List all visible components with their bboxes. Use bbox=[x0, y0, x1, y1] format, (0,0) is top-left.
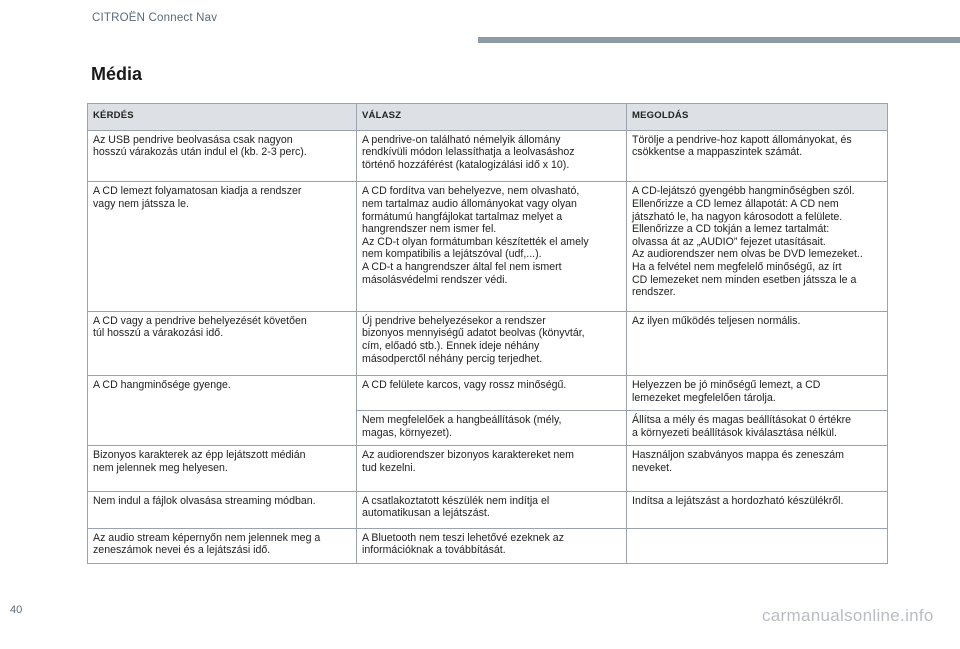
table-row bbox=[88, 130, 888, 182]
table-row bbox=[88, 491, 888, 528]
answer-cell: A CD felülete karcos, vagy rossz minőségű. bbox=[357, 376, 627, 411]
watermark: carmanualsonline.info bbox=[762, 606, 934, 625]
table-row bbox=[88, 528, 888, 563]
answer-cell: Az audiorendszer bizonyos karaktereket nem tud kezelni. bbox=[357, 446, 627, 491]
header-brand: CITROËN Connect Nav bbox=[92, 12, 218, 24]
solution-cell: A CD-lejátszó gyengébb hangminőségben szól. Ellenőrizze a CD lemez állapotát: A CD nem játszható le, ha nagyon károsodott a felülete. Ellenőrizze a CD tokján a lemez tartalmát: olvassa át az „AUDIO” fejezet utasításait. Az audiorendszer nem olvas be DVD lemezeket.. Ha a felvétel nem megfelelő minőségű, az írt CD lemezeket nem minden esetben játssza le a rendszer. bbox=[627, 182, 888, 311]
answer-cell: A Bluetooth nem teszi lehetővé ezeknek az információknak a továbbítását. bbox=[357, 528, 627, 563]
solution-cell: Az ilyen működés teljesen normális. bbox=[627, 311, 888, 375]
column-header-question: KÉRDÉS bbox=[88, 104, 357, 131]
answer-cell: A CD fordítva van behelyezve, nem olvasható, nem tartalmaz audio állományokat vagy olyan formátumú hangfájlokat tartalmaz melyet a hangrendszer nem ismer fel. Az CD-t olyan formátumban készítették el amely nem kompatibilis a lejátszóval (udf,...). A CD-t a hangrendszer által fel nem ismert másolásvédelmi rendszer védi. bbox=[357, 182, 627, 311]
page-number: 40 bbox=[10, 604, 23, 616]
header-bar bbox=[478, 37, 960, 43]
question-cell: A CD hangminősége gyenge. bbox=[88, 376, 357, 446]
answer-cell: A pendrive-on található némelyik állomány rendkívüli módon lelassíthatja a leolvasáshoz történő hozzáférést (katalogizálási idő x 10). bbox=[357, 130, 627, 182]
question-cell: Az USB pendrive beolvasása csak nagyon hosszú várakozás után indul el (kb. 2-3 perc). bbox=[88, 130, 357, 182]
question-cell: Az audio stream képernyőn nem jelennek meg a zeneszámok nevei és a lejátszási idő. bbox=[88, 528, 357, 563]
answer-cell: Nem megfelelőek a hangbeállítások (mély, magas, környezet). bbox=[357, 411, 627, 446]
answer-cell: A csatlakoztatott készülék nem indítja el automatikusan a lejátszást. bbox=[357, 491, 627, 528]
answer-cell: Új pendrive behelyezésekor a rendszer bizonyos mennyiségű adatot beolvas (könyvtár, cím, előadó stb.). Ennek ideje néhány másodperctől néhány percig terjedhet. bbox=[357, 311, 627, 375]
section-title: Média bbox=[91, 64, 143, 84]
solution-cell: Helyezzen be jó minőségű lemezt, a CD lemezeket megfelelően tárolja. bbox=[627, 376, 888, 411]
question-cell: A CD lemezt folyamatosan kiadja a rendszer vagy nem játssza le. bbox=[88, 182, 357, 311]
solution-cell: Indítsa a lejátszást a hordozható készülékről. bbox=[627, 491, 888, 528]
solution-cell: Használjon szabványos mappa és zeneszám neveket. bbox=[627, 446, 888, 491]
column-header-answer: VÁLASZ bbox=[357, 104, 627, 131]
question-cell: Bizonyos karakterek az épp lejátszott médián nem jelennek meg helyesen. bbox=[88, 446, 357, 491]
solution-cell: Törölje a pendrive-hoz kapott állományokat, és csökkentse a mappaszintek számát. bbox=[627, 130, 888, 182]
question-cell: A CD vagy a pendrive behelyezését követően túl hosszú a várakozási idő. bbox=[88, 311, 357, 375]
solution-cell: Állítsa a mély és magas beállításokat 0 értékre a környezeti beállítások kiválasztása nélkül. bbox=[627, 411, 888, 446]
solution-cell bbox=[627, 528, 888, 563]
table-row bbox=[88, 182, 888, 311]
table-row bbox=[88, 311, 888, 375]
table-row bbox=[88, 376, 888, 411]
table-row bbox=[88, 446, 888, 491]
question-cell: Nem indul a fájlok olvasása streaming módban. bbox=[88, 491, 357, 528]
faq-table bbox=[87, 103, 888, 564]
table-header-row bbox=[88, 104, 888, 131]
column-header-solution: MEGOLDÁS bbox=[627, 104, 888, 131]
